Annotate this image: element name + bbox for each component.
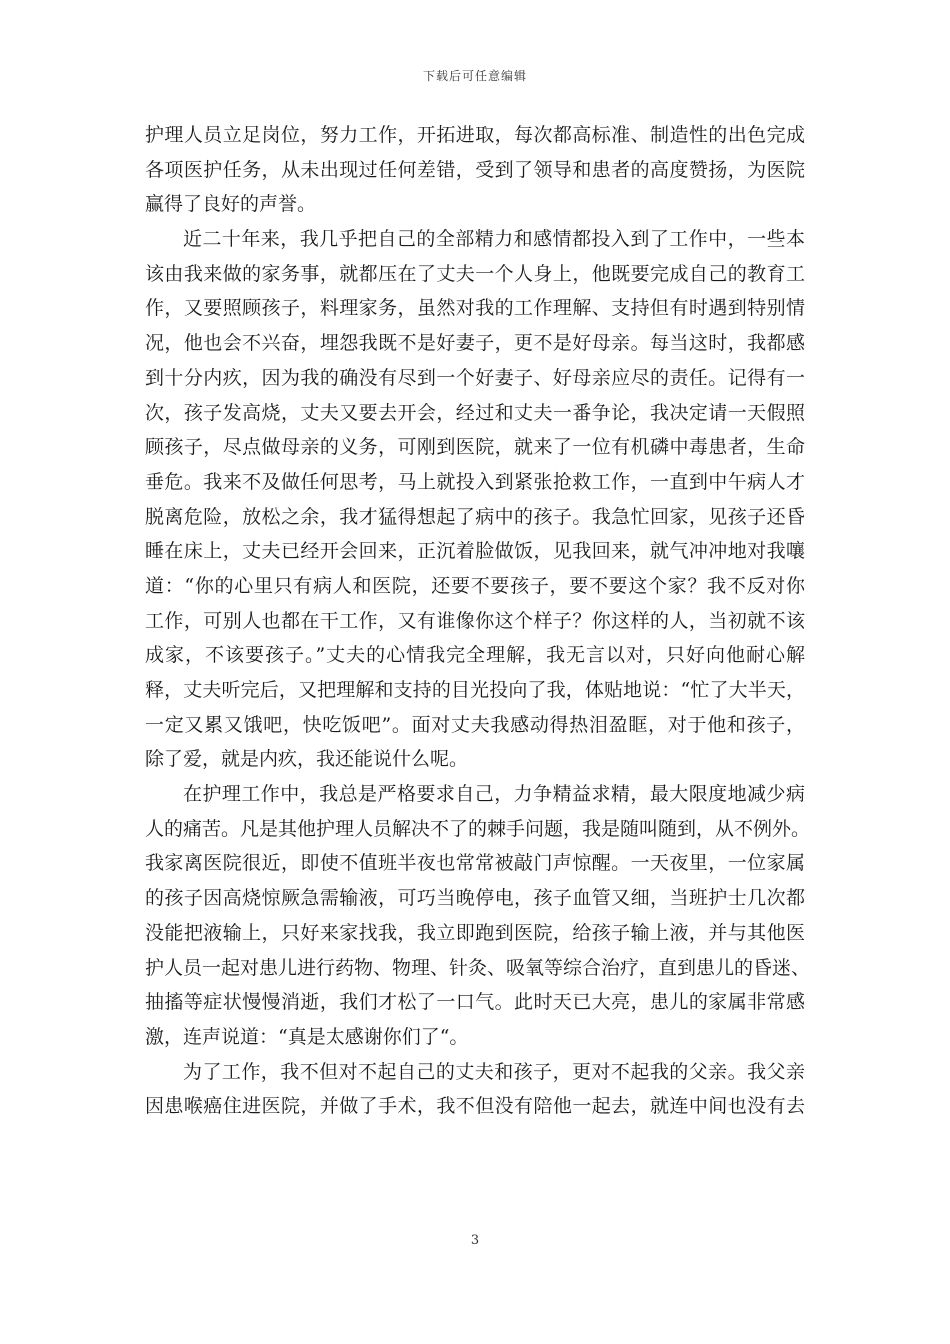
- text-line: 各项医护任务，从未出现过任何差错，受到了领导和患者的高度赞扬，为医院: [145, 158, 805, 181]
- text-line: 没能把液输上，只好来家找我，我立即跑到医院，给孩子输上液，并与其他医: [145, 921, 805, 944]
- text-line: 人的痛苦。凡是其他护理人员解决不了的棘手问题，我是随叫随到，从不例外。: [145, 817, 811, 840]
- text-line: 该由我来做的家务事，就都压在了丈夫一个人身上，他既要完成自己的教育工: [145, 262, 805, 285]
- text-line: 次，孩子发高烧，丈夫又要去开会，经过和丈夫一番争论，我决定请一天假照: [145, 401, 805, 424]
- text-line: 成家，不该要孩子。”丈夫的心情我完全理解，我无言以对，只好向他耐心解: [145, 644, 805, 667]
- paragraph: [145, 777, 811, 1055]
- text-line: 一定又累又饿吧，快吃饭吧”。面对丈夫我感动得热泪盈眶，对于他和孩子，: [145, 713, 805, 736]
- text-line: 近二十年来，我几乎把自己的全部精力和感情都投入到了工作中，一些本: [183, 228, 805, 251]
- text-line: 释，丈夫听完后，又把理解和支持的目光投向了我，体贴地说：“忙了大半天，: [145, 679, 805, 701]
- text-line: 除了爱，就是内疚，我还能说什么呢。: [145, 748, 469, 771]
- paragraph: [145, 118, 805, 222]
- text-line: 顾孩子，尽点做母亲的义务，可刚到医院，就来了一位有机磷中毒患者，生命: [145, 436, 805, 459]
- text-line: 道：“你的心里只有病人和医院，还要不要孩子，要不要这个家？我不反对你: [145, 574, 805, 597]
- text-line: 因患喉癌住进医院，并做了手术，我不但没有陪他一起去，就连中间也没有去: [145, 1095, 805, 1118]
- page-number: 3: [470, 1233, 480, 1248]
- text-line: 到十分内疚，因为我的确没有尽到一个好妻子、好母亲应尽的责任。记得有一: [145, 366, 805, 389]
- text-line: 垂危。我来不及做任何思考，马上就投入到紧张抢救工作，一直到中午病人才: [145, 470, 805, 493]
- document-body: [145, 118, 811, 1124]
- text-line: 况，他也会不兴奋，埋怨我既不是好妻子，更不是好母亲。每当这时，我都感: [145, 332, 805, 355]
- text-line: 作，又要照顾孩子，料理家务，虽然对我的工作理解、支持但有时遇到特别情: [145, 297, 805, 320]
- text-line: 护理人员立足岗位，努力工作，开拓进取，每次都高标准、制造性的出色完成: [145, 124, 805, 146]
- text-line: 为了工作，我不但对不起自己的丈夫和孩子，更对不起我的父亲。我父亲: [183, 1060, 805, 1083]
- text-line: 在护理工作中，我总是严格要求自己，力争精益求精，最大限度地减少病: [183, 783, 805, 806]
- text-line: 我家离医院很近，即使不值班半夜也常常被敲门声惊醒。一天夜里，一位家属: [145, 852, 805, 875]
- text-line: 工作，可别人也都在干工作，又有谁像你这个样子？你这样的人，当初就不该: [145, 609, 805, 632]
- text-line: 赢得了良好的声誉。: [145, 193, 317, 216]
- text-line: 睡在床上，丈夫已经开会回来，正沉着脸做饭，见我回来，就气冲冲地对我嚷: [145, 540, 805, 563]
- text-line: 抽搐等症状慢慢消逝，我们才松了一口气。此时天已大亮，患儿的家属非常感: [145, 991, 805, 1014]
- paragraph: [145, 222, 805, 777]
- text-line: 的孩子因高烧惊厥急需输液，可巧当晚停电，孩子血管又细，当班护士几次都: [145, 887, 805, 910]
- text-line: 护人员一起对患儿进行药物、物理、针灸、吸氧等综合治疗，直到患儿的昏迷、: [145, 956, 811, 979]
- paragraph: [145, 1055, 805, 1124]
- page-header: 下载后可任意编辑: [422, 69, 527, 83]
- text-line: 激，连声说道：“真是太感谢你们了“。: [145, 1025, 469, 1048]
- text-line: 脱离危险，放松之余，我才猛得想起了病中的孩子。我急忙回家，见孩子还昏: [145, 505, 805, 528]
